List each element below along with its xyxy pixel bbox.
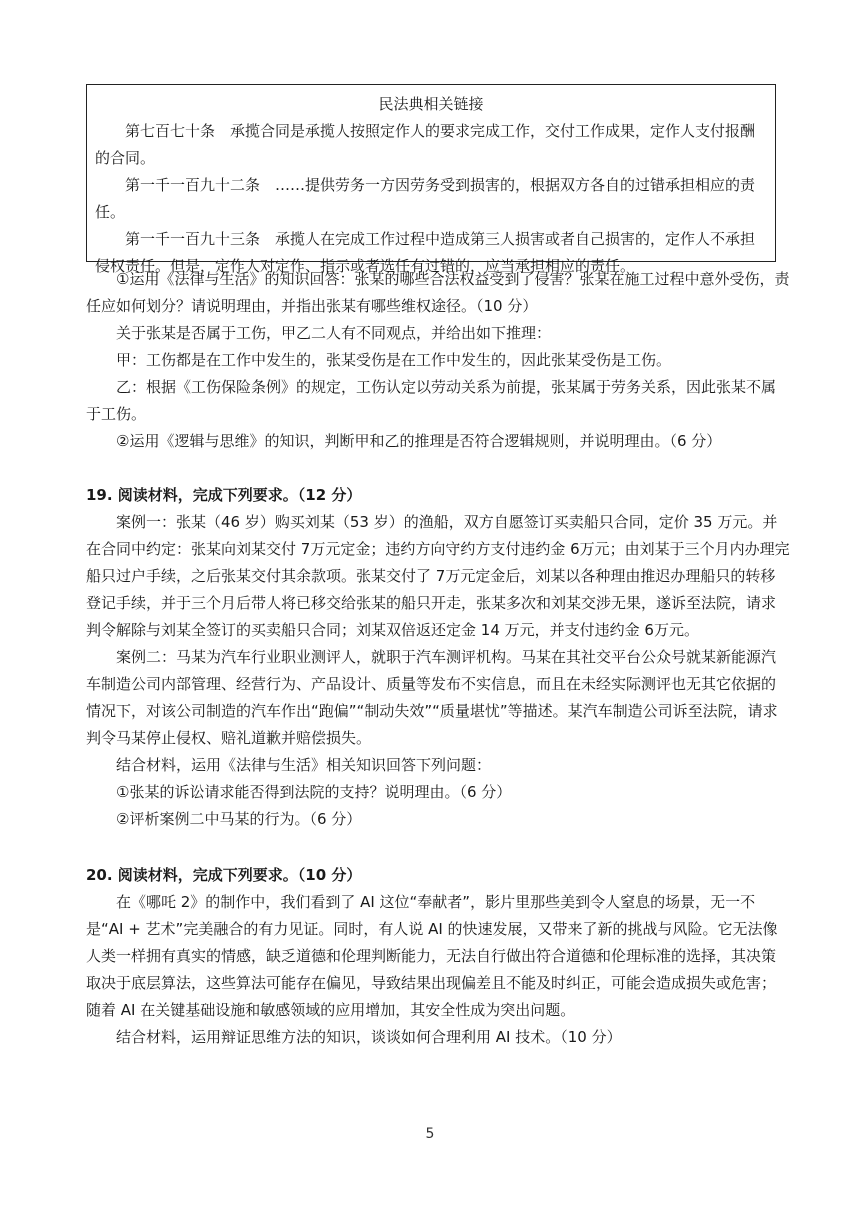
q18-para: 关于张某是否属于工伤，甲乙二人有不同观点，并给出如下推理：: [116, 324, 552, 342]
q18-block: [86, 266, 790, 455]
q19-heading: 19. 阅读材料，完成下列要求。（12 分）: [86, 486, 362, 504]
q19-block: [86, 482, 790, 833]
q19-para: ②评析案例二中马某的行为。（6 分）: [116, 810, 362, 828]
q19-para: 结合材料，运用《法律与生活》相关知识回答下列问题：: [116, 756, 492, 774]
page-number: 5: [425, 1126, 435, 1142]
box-para: 第一千一百九十三条 承揽人在完成工作过程中造成第三人损害或者自己损害的，定作人不承担侵权责任。但是，定作人对定作、指示或者选任有过错的，应当承担相应的责任。: [95, 230, 756, 275]
box-title: 民法典相关链接: [378, 95, 484, 113]
q20-para: 在《哪吒 2》的制作中，我们看到了 AI 这位“奉献者”，影片里那些美到令人窒息的场景，无一不是“AI + 艺术”完美融合的有力见证。同时，有人说 AI 的快速发展，又带来了新的挑战与风险。它无法像人类一样拥有真实的情感，缺乏道德和伦理判断能力，无法自行做出符合道德和伦理标准的选择，其决策取决于底层算法，这些算法可能存在偏见，导致结果出现偏差且不能及时纠正，可能会造成损失或危害；随着 AI 在关键基础设施和敏感领域的应用增加，其安全性成为突出问题。: [86, 893, 778, 1019]
q19-para: ①张某的诉讼请求能否得到法院的支持？说明理由。（6 分）: [116, 783, 512, 801]
q18-para: 甲：工伤都是在工作中发生的，张某受伤是在工作中发生的，因此张某受伤是工伤。: [116, 351, 672, 369]
q18-para: ②运用《逻辑与思维》的知识，判断甲和乙的推理是否符合逻辑规则，并说明理由。（6 分）: [116, 432, 722, 450]
box-para: 第七百七十条 承揽合同是承揽人按照定作人的要求完成工作，交付工作成果，定作人支付报酬的合同。: [95, 122, 756, 167]
q18-para: ①运用《法律与生活》的知识回答：张某的哪些合法权益受到了侵害？张某在施工过程中意外受伤，责任应如何划分？请说明理由，并指出张某有哪些维权途径。（10 分）: [86, 270, 790, 315]
q18-para: 乙：根据《工伤保险条例》的规定，工伤认定以劳动关系为前提，张某属于劳务关系，因此张某不属于工伤。: [86, 378, 777, 423]
q20-para: 结合材料，运用辩证思维方法的知识，谈谈如何合理利用 AI 技术。（10 分）: [116, 1028, 622, 1046]
q20-heading: 20. 阅读材料，完成下列要求。（10 分）: [86, 866, 362, 884]
q20-block: [86, 862, 790, 1051]
q19-para: 案例一：张某（46 岁）购买刘某（53 岁）的渔船，双方自愿签订买卖船只合同，定价 35 万元。并在合同中约定：张某向刘某交付 7万元定金；违约方向守约方支付违约金 6万元；由刘某于三个月内办理完船只过户手续，之后张某交付其余款项。张某交付了 7万元定金后，刘某以各种理由推迟办理船只的转移登记手续，并于三个月后带人将已移交给张某的船只开走，张某多次和刘某交涉无果，遂诉至法院，请求判令解除与刘某全签订的买卖船只合同；刘某双倍返还定金 14 万元，并支付违约金 6万元。: [86, 513, 790, 639]
q19-para: 案例二：马某为汽车行业职业测评人，就职于汽车测评机构。马某在其社交平台公众号就某新能源汽车制造公司内部管理、经营行为、产品设计、质量等发布不实信息，而且在未经实际测评也无其它依据的情况下，对该公司制造的汽车作出“跑偏”“制动失效”“质量堪忧”等描述。某汽车制造公司诉至法院，请求判令马某停止侵权、赔礼道歉并赔偿损失。: [86, 648, 778, 747]
box-para: 第一千一百九十二条 ……提供劳务一方因劳务受到损害的，根据双方各自的过错承担相应的责任。: [95, 176, 756, 221]
civil-code-box: [86, 84, 776, 275]
